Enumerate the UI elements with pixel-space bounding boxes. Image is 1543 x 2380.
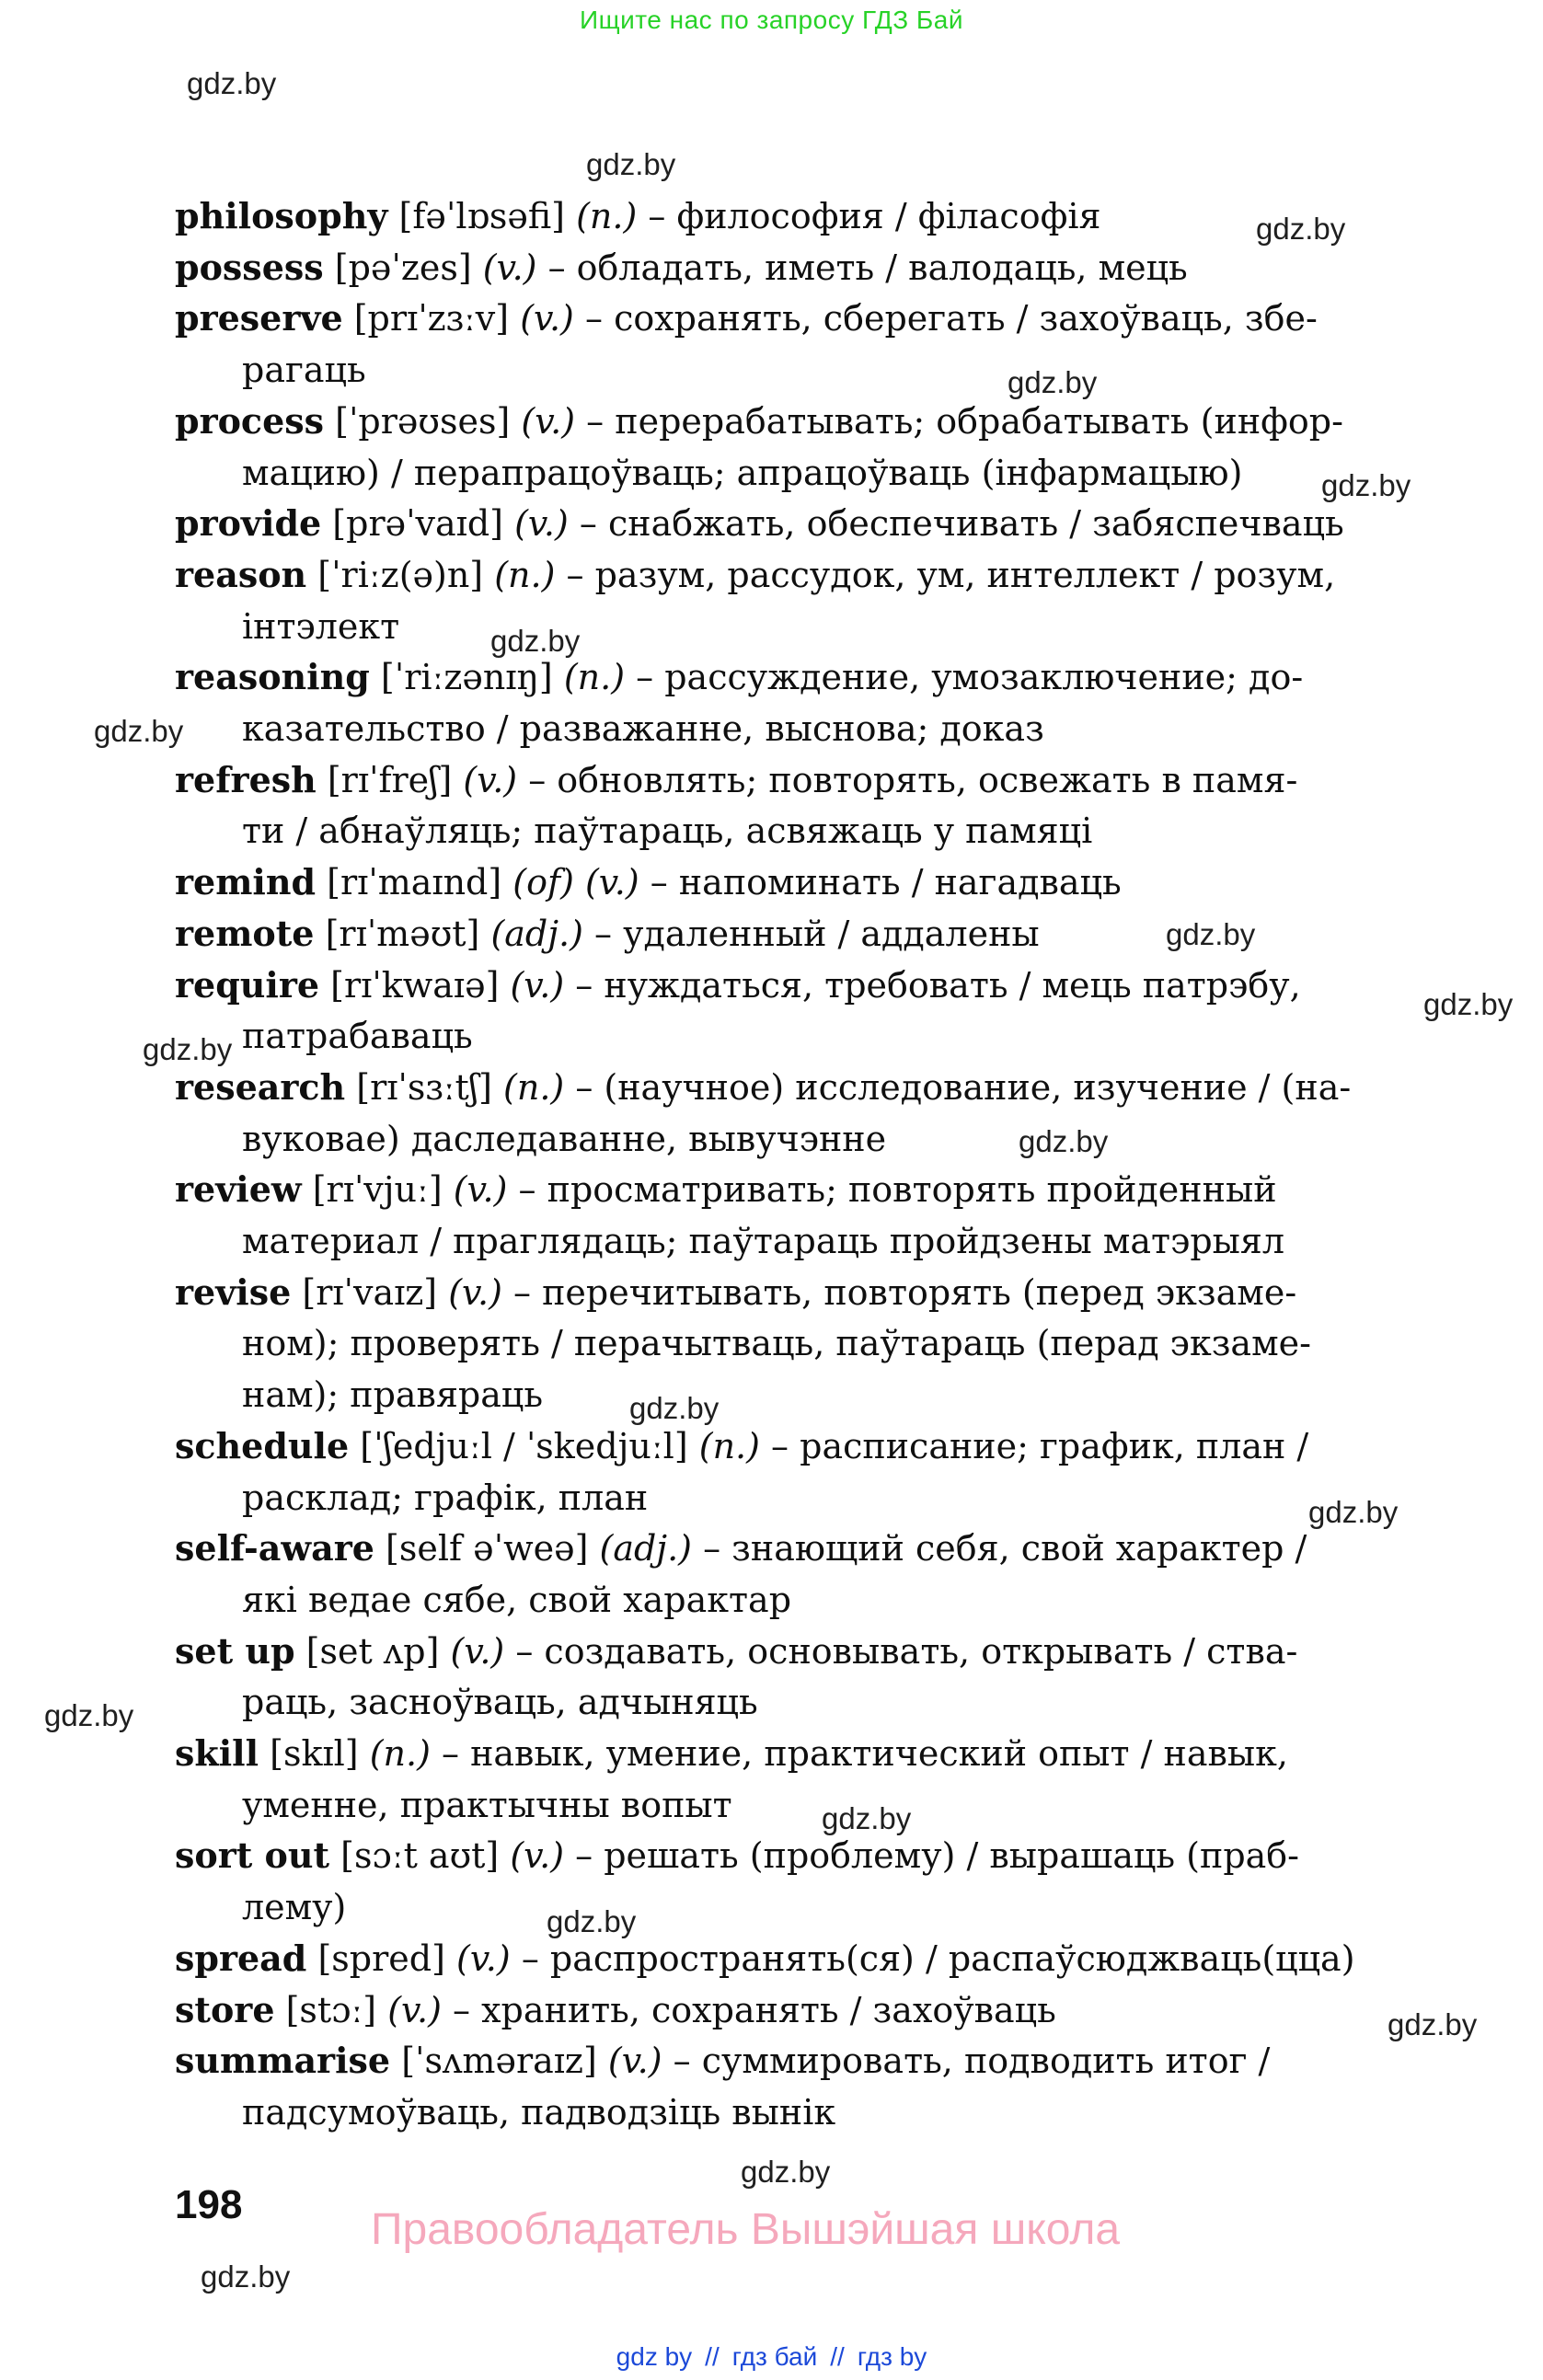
translation-text: материал / праглядаць; паўтараць пройдзены матэрыял	[242, 1221, 1285, 1261]
dictionary-line	[242, 811, 1093, 851]
phonetic-transcription: [spred]	[317, 1938, 445, 1979]
dictionary-line	[242, 1221, 1285, 1261]
footer-link[interactable]: гдз бай	[731, 2342, 818, 2371]
part-of-speech: (n.)	[698, 1426, 760, 1466]
phonetic-transcription: [fəˈlɒsəfi]	[398, 196, 565, 236]
part-of-speech: (adj.)	[599, 1528, 692, 1569]
footer-separator: //	[830, 2342, 845, 2371]
footer-separator: //	[705, 2342, 720, 2371]
gdz-watermark: gdz.by	[822, 1801, 912, 1835]
part-of-speech: (v.)	[456, 1938, 511, 1979]
dictionary-line	[175, 1066, 1352, 1108]
translation-text: – снабжать, обеспечивать / забяспечваць	[579, 503, 1344, 544]
translation-text: – философия / філасофія	[648, 196, 1101, 236]
translation-text: расклад; графік, план	[242, 1477, 649, 1518]
part-of-speech: (n.)	[576, 196, 638, 236]
footer-link[interactable]: гдз by	[857, 2342, 927, 2371]
dictionary-line	[242, 1785, 732, 1825]
gdz-watermark: gdz.by	[187, 66, 277, 100]
part-of-speech: (n.)	[503, 1067, 565, 1108]
translation-text: які ведае сябе, свой характар	[242, 1580, 792, 1620]
part-of-speech: (n.)	[494, 555, 556, 595]
part-of-speech: (v.)	[510, 1835, 565, 1876]
dictionary-line	[175, 1834, 1300, 1876]
phonetic-transcription: [rɪˈvjuː]	[312, 1169, 443, 1210]
phonetic-transcription: [prɪˈzɜːv]	[353, 298, 510, 339]
gdz-watermark: gdz.by	[1019, 1124, 1109, 1158]
gdz-watermark: gdz.by	[1166, 917, 1256, 951]
headword: remote	[175, 913, 315, 954]
translation-text: – разум, рассудок, ум, интеллект / розум,	[566, 555, 1336, 595]
dictionary-line	[175, 195, 1101, 236]
copyright-notice: Правообладатель Вышэйшая школа	[371, 2205, 1121, 2254]
translation-text: – обновлять; повторять, освежать в памя-	[528, 760, 1298, 800]
dictionary-line	[175, 297, 1318, 339]
phonetic-transcription: [rɪˈkwaɪə]	[330, 965, 500, 1006]
translation-text: – суммировать, подводить итог /	[673, 2041, 1271, 2081]
translation-text: – знающий себя, свой характер /	[703, 1528, 1307, 1569]
translation-text: ти / абнаўляць; паўтараць, асвяжаць у памяці	[242, 811, 1093, 851]
translation-text: – распространять(ся) / распаўсюджваць(цца)	[521, 1938, 1355, 1979]
part-of-speech: (adj.)	[490, 914, 583, 954]
translation-text: – создавать, основывать, открывать / ства-	[515, 1631, 1298, 1672]
headword: provide	[175, 502, 322, 544]
headword: set up	[175, 1630, 295, 1672]
translation-text: лему)	[242, 1887, 347, 1927]
gdz-watermark: gdz.by	[741, 2155, 831, 2189]
phonetic-transcription: [ˈprəʊses]	[335, 401, 511, 442]
phonetic-transcription: [rɪˈsɜːtʃ]	[356, 1067, 492, 1108]
phonetic-transcription: [stɔː]	[285, 1990, 377, 2030]
gdz-watermark: gdz.by	[201, 2259, 291, 2294]
dictionary-line	[175, 1989, 1056, 2030]
footer-link[interactable]: gdz by	[616, 2342, 693, 2371]
headword: summarise	[175, 2040, 391, 2081]
gdz-watermark: gdz.by	[1008, 365, 1098, 399]
phonetic-transcription: [rɪˈmaɪnd]	[327, 862, 502, 903]
part-of-speech: (v.)	[482, 247, 537, 288]
translation-text: – навык, умение, практический опыт / навык,	[442, 1733, 1288, 1774]
header-promo-text: Ищите нас по запросу ГДЗ Бай	[579, 6, 964, 34]
gdz-watermark: gdz.by	[1388, 2007, 1478, 2041]
part-of-speech: (v.)	[521, 401, 576, 442]
translation-text: патрабаваць	[242, 1016, 473, 1056]
headword: preserve	[175, 297, 343, 339]
dictionary-line	[175, 1630, 1298, 1672]
headword: schedule	[175, 1425, 350, 1466]
translation-text: – просматривать; повторять пройденный	[518, 1169, 1277, 1210]
dictionary-line	[242, 1119, 887, 1159]
gdz-watermark: gdz.by	[1308, 1495, 1399, 1529]
phonetic-transcription: [ˈriːz(ə)n]	[317, 555, 484, 595]
dictionary-line	[175, 2040, 1271, 2081]
headword: possess	[175, 247, 324, 288]
phonetic-transcription: [rɪˈvaɪz]	[302, 1272, 438, 1313]
translation-text: ном); проверять / перачытваць, паўтараць (перад экзаме-	[242, 1323, 1311, 1363]
headword: review	[175, 1168, 302, 1210]
phonetic-transcription: [ˈʃedjuːl / ˈskedjuːl]	[360, 1426, 688, 1466]
dictionary-line	[242, 606, 400, 647]
headword: philosophy	[175, 195, 388, 236]
translation-text: падсумоўваць, падводзіць вынік	[242, 2092, 836, 2133]
phonetic-transcription: [pəˈzes]	[334, 247, 472, 288]
headword: spread	[175, 1937, 307, 1979]
dictionary-line	[175, 1732, 1288, 1774]
headword: remind	[175, 861, 317, 903]
headword: sort out	[175, 1834, 330, 1876]
gdz-watermark: gdz.by	[143, 1032, 233, 1066]
gdz-watermark: gdz.by	[547, 1904, 637, 1938]
page-number: 198	[175, 2182, 243, 2227]
phonetic-transcription: [rɪˈfreʃ]	[327, 760, 453, 800]
translation-text: – удаленный / аддалены	[594, 914, 1040, 954]
headword: refresh	[175, 759, 317, 800]
translation-text: – решать (проблему) / вырашаць (праб-	[575, 1835, 1300, 1876]
dictionary-line	[175, 1271, 1297, 1313]
translation-text: – напоминать / нагадваць	[650, 862, 1122, 903]
translation-text: – хранить, сохранять / захоўваць	[453, 1990, 1056, 2030]
part-of-speech: (v.)	[453, 1169, 508, 1210]
headword: reason	[175, 554, 307, 595]
translation-text: – перерабатывать; обрабатывать (инфор-	[586, 401, 1343, 442]
headword: require	[175, 964, 320, 1006]
phonetic-transcription: [rɪˈməʊt]	[325, 914, 480, 954]
part-of-speech: (v.)	[510, 965, 565, 1006]
gdz-watermark: gdz.by	[94, 714, 184, 748]
gdz-watermark: gdz.by	[1256, 212, 1346, 246]
dictionary-line	[242, 1323, 1311, 1363]
headword: reasoning	[175, 656, 370, 697]
part-of-speech: (v.)	[448, 1272, 502, 1313]
phonetic-transcription: [ˈriːzənɪŋ]	[380, 657, 553, 697]
translation-text: казательство / разважанне, выснова; доказ	[242, 708, 1044, 749]
dictionary-line	[175, 759, 1298, 800]
translation-text: – перечитывать, повторять (перед экзаме-	[513, 1272, 1297, 1313]
gdz-watermark: gdz.by	[629, 1391, 720, 1425]
dictionary-line	[175, 861, 1122, 903]
dictionary-line	[175, 1425, 1309, 1466]
gdz-watermark: gdz.by	[1423, 987, 1514, 1021]
dictionary-line	[175, 502, 1344, 544]
dictionary-line	[175, 1937, 1355, 1979]
translation-text: – обладать, иметь / валодаць, мець	[547, 247, 1188, 288]
phonetic-transcription: [ˈsʌməraɪz]	[401, 2041, 597, 2081]
headword: revise	[175, 1271, 292, 1313]
dictionary-line	[175, 913, 1040, 954]
dictionary-line	[242, 1016, 473, 1056]
dictionary-line	[242, 1580, 792, 1620]
dictionary-line	[242, 350, 366, 390]
phonetic-transcription: [skɪl]	[270, 1733, 359, 1774]
translation-text: – сохранять, сберегать / захоўваць, збе-	[584, 298, 1318, 339]
headword: skill	[175, 1732, 259, 1774]
phonetic-transcription: [set ʌp]	[305, 1631, 440, 1672]
footer-links	[0, 2342, 1543, 2372]
translation-text: вуковае) даследаванне, вывучэнне	[242, 1119, 887, 1159]
translation-text: – (научное) исследование, изучение / (на-	[575, 1067, 1352, 1108]
phonetic-transcription: [sɔːt aʊt]	[340, 1835, 500, 1876]
part-of-speech: (v.)	[387, 1990, 442, 2030]
translation-text: раць, засноўваць, адчыняць	[242, 1682, 758, 1722]
phonetic-transcription: [prəˈvaɪd]	[332, 503, 503, 544]
dictionary-line	[175, 1168, 1277, 1210]
part-of-speech: (v.)	[520, 298, 574, 339]
dictionary-line	[175, 964, 1301, 1006]
part-of-speech: (n.)	[369, 1733, 431, 1774]
translation-text: – нуждаться, требовать / мець патрэбу,	[575, 965, 1301, 1006]
part-of-speech: (v.)	[463, 760, 518, 800]
phonetic-transcription: [self əˈweə]	[386, 1528, 589, 1569]
gdz-watermark: gdz.by	[586, 147, 676, 181]
dictionary-line	[175, 1527, 1307, 1569]
part-of-speech: (of) (v.)	[512, 862, 639, 903]
dictionary-line	[242, 1682, 758, 1722]
dictionary-line	[242, 453, 1243, 493]
translation-text: нам); правяраць	[242, 1374, 544, 1415]
dictionary-line	[175, 656, 1304, 697]
dictionary-line	[175, 400, 1343, 442]
headword: self-aware	[175, 1527, 374, 1569]
gdz-watermark: gdz.by	[44, 1698, 134, 1732]
translation-text: мацию) / перапрацоўваць; апрацоўваць (інфармацыю)	[242, 453, 1243, 493]
part-of-speech: (n.)	[563, 657, 626, 697]
dictionary-line	[175, 554, 1336, 595]
dictionary-line	[242, 1477, 649, 1518]
part-of-speech: (v.)	[607, 2041, 662, 2081]
dictionary-line	[242, 2092, 836, 2133]
dictionary-line	[242, 1887, 347, 1927]
headword: process	[175, 400, 325, 442]
dictionary-line	[175, 247, 1188, 288]
part-of-speech: (v.)	[514, 503, 569, 544]
headword: store	[175, 1989, 275, 2030]
part-of-speech: (v.)	[450, 1631, 505, 1672]
dictionary-line	[242, 708, 1044, 749]
headword: research	[175, 1066, 346, 1108]
translation-text: – расписание; график, план /	[771, 1426, 1309, 1466]
translation-text: інтэлект	[242, 606, 400, 647]
translation-text: рагаць	[242, 350, 366, 390]
gdz-watermark: gdz.by	[1321, 468, 1411, 502]
dictionary-line	[242, 1374, 544, 1415]
translation-text: уменне, практычны вопыт	[242, 1785, 732, 1825]
translation-text: – рассуждение, умозаключение; до-	[636, 657, 1304, 697]
gdz-watermark: gdz.by	[490, 624, 581, 658]
